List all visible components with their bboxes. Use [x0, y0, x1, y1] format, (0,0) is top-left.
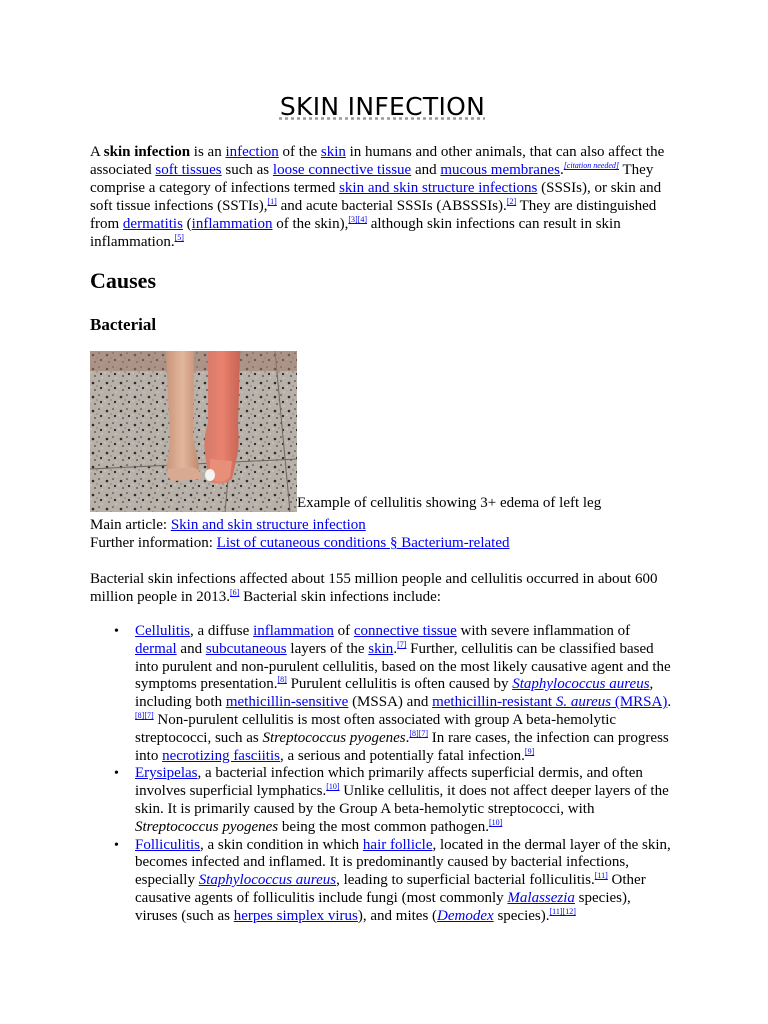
- link-necrotizing-fasciitis[interactable]: necrotizing fasciitis: [162, 747, 280, 764]
- link-inflammation[interactable]: inflammation: [191, 216, 273, 232]
- main-article-note: Main article: Skin and skin structure infection: [90, 517, 366, 533]
- list-item-cellulitis: • Cellulitis, a diffuse inflammation of connective tissue with severe inflammation of dermal and subcutaneous layers of the skin.[7] Further, cellulitis can be classified based into purulent and non-purulent cellulitis, based on the most likely causative agent and the symptoms presentation.[8] Purulent cellulitis is often caused by Staphylococcus aureus, including both methicillin-sensitive (MSSA) and methicillin-resistant S. aureus (MRSA).[8][7] Non-purulent cellulitis is most often associated with group A beta-hemolytic streptococci, such as Streptococcus pyogenes.[8][7] In rare cases, the infection can progress into necrotizing fasciitis, a serious and potentially fatal infection.[9]: [135, 623, 675, 765]
- citation-link[interactable]: [7]: [397, 639, 407, 649]
- section-heading-causes: Causes: [90, 268, 157, 293]
- citation-link[interactable]: [10]: [326, 782, 340, 792]
- link-folliculitis[interactable]: Folliculitis: [135, 836, 201, 853]
- citation-link[interactable]: [8]: [409, 728, 419, 738]
- link-hair-follicle[interactable]: hair follicle: [362, 836, 433, 853]
- citation-link[interactable]: [4]: [357, 215, 367, 224]
- citation-link[interactable]: [8]: [277, 675, 287, 685]
- link-cellulitis[interactable]: Cellulitis: [135, 623, 191, 639]
- link-loose-connective-tissue[interactable]: loose connective tissue: [272, 162, 412, 178]
- link-mrsa[interactable]: methicillin-resistant S. aureus (MRSA): [432, 694, 668, 711]
- link-main-article[interactable]: Skin and skin structure infection: [170, 517, 366, 533]
- figure-caption: Example of cellulitis showing 3+ edema of left leg: [297, 495, 602, 511]
- term-streptococcus-pyogenes: Streptococcus pyogenes: [262, 729, 406, 746]
- list-item-erysipelas: • Erysipelas, a bacterial infection which primarily affects superficial dermis, and often involves superficial lymphatics.[10] Unlike cellulitis, it does not affect deeper layers of the skin. It is primarily caused by the Group A beta-hemolytic streptococci, with Streptococcus pyogenes being the most common pathogen.[10]: [135, 765, 675, 836]
- citation-link[interactable]: [8]: [135, 710, 145, 720]
- bacterial-infections-list: [90, 623, 675, 926]
- citation-needed-link[interactable]: [citation needed]: [563, 161, 620, 170]
- further-information-note: Further information: List of cutaneous conditions § Bacterium-related: [90, 535, 510, 551]
- link-sssi[interactable]: skin and skin structure infections: [339, 180, 538, 196]
- link-skin[interactable]: skin: [320, 144, 346, 160]
- link-dermal[interactable]: dermal: [135, 640, 177, 657]
- link-mucous-membranes[interactable]: mucous membranes: [440, 162, 560, 178]
- link-soft-tissues[interactable]: soft tissues: [155, 162, 222, 178]
- bacterial-paragraph: Bacterial skin infections affected about 155 million people and cellulitis occurred in about 600 million people in 2013.[6] Bacterial skin infections include:: [90, 571, 658, 605]
- link-further-information[interactable]: List of cutaneous conditions § Bacterium-related: [216, 535, 510, 551]
- link-demodex[interactable]: Demodex: [437, 907, 494, 924]
- link-erysipelas[interactable]: Erysipelas: [135, 765, 198, 782]
- citation-link[interactable]: [10]: [488, 817, 503, 827]
- link-methicillin-sensitive[interactable]: methicillin-sensitive: [225, 694, 349, 711]
- figure-cellulitis: [90, 351, 675, 512]
- intro-paragraph: A skin infection is an infection of the skin in humans and other animals, that can also affect the associated soft tissues such as loose connective tissue and mucous membranes.[citation needed] They comprise a category of infections termed skin and skin structure infections (SSSIs), or skin and soft tissue infections (SSTIs),[1] and acute bacterial SSSIs (ABSSSIs).[2] They are distinguished from dermatitis (inflammation of the skin),[3][4] although skin infections can result in skin inflammation.[5]: [90, 144, 665, 250]
- citation-link[interactable]: [7]: [418, 728, 429, 738]
- citation-link[interactable]: [11]: [594, 871, 608, 881]
- citation-link[interactable]: [3]: [348, 215, 358, 224]
- link-dermatitis[interactable]: dermatitis: [122, 216, 183, 232]
- citation-link[interactable]: [11]: [549, 906, 563, 916]
- term-streptococcus-pyogenes: Streptococcus pyogenes: [135, 818, 279, 835]
- page-title: SKIN INFECTION: [279, 92, 486, 121]
- link-staphylococcus-aureus[interactable]: Staphylococcus aureus: [512, 676, 650, 693]
- subsection-heading-bacterial: Bacterial: [90, 315, 157, 334]
- link-connective-tissue[interactable]: connective tissue: [353, 623, 457, 639]
- term-skin-infection: skin infection: [103, 144, 191, 160]
- citation-link[interactable]: [5]: [174, 233, 184, 242]
- link-infection[interactable]: infection: [225, 144, 279, 160]
- list-item-folliculitis: • Folliculitis, a skin condition in which hair follicle, located in the dermal layer of the skin, becomes infected and inflamed. It is predominantly caused by bacterial infections, especially Staphylococcus aureus, leading to superficial bacterial folliculitis.[11] Other causative agents of folliculitis include fungi (most commonly Malassezia species), viruses (such as herpes simplex virus), and mites (Demodex species).[11][12]: [135, 837, 675, 926]
- citation-link[interactable]: [6]: [230, 588, 240, 597]
- citation-link[interactable]: [1]: [267, 197, 277, 206]
- photo-image: [90, 351, 297, 512]
- citation-link[interactable]: [2]: [506, 197, 517, 206]
- link-skin[interactable]: skin: [368, 640, 394, 657]
- link-herpes-simplex-virus[interactable]: herpes simplex virus: [233, 907, 358, 924]
- link-subcutaneous[interactable]: subcutaneous: [205, 640, 287, 657]
- link-staphylococcus-aureus[interactable]: Staphylococcus aureus: [198, 872, 337, 889]
- citation-link[interactable]: [9]: [524, 746, 535, 756]
- citation-link[interactable]: [7]: [144, 710, 154, 720]
- link-inflammation[interactable]: inflammation: [253, 623, 334, 639]
- citation-link[interactable]: [12]: [562, 906, 576, 916]
- cellulitis-leg-photo[interactable]: [90, 351, 297, 512]
- link-malassezia[interactable]: Malassezia: [507, 889, 575, 906]
